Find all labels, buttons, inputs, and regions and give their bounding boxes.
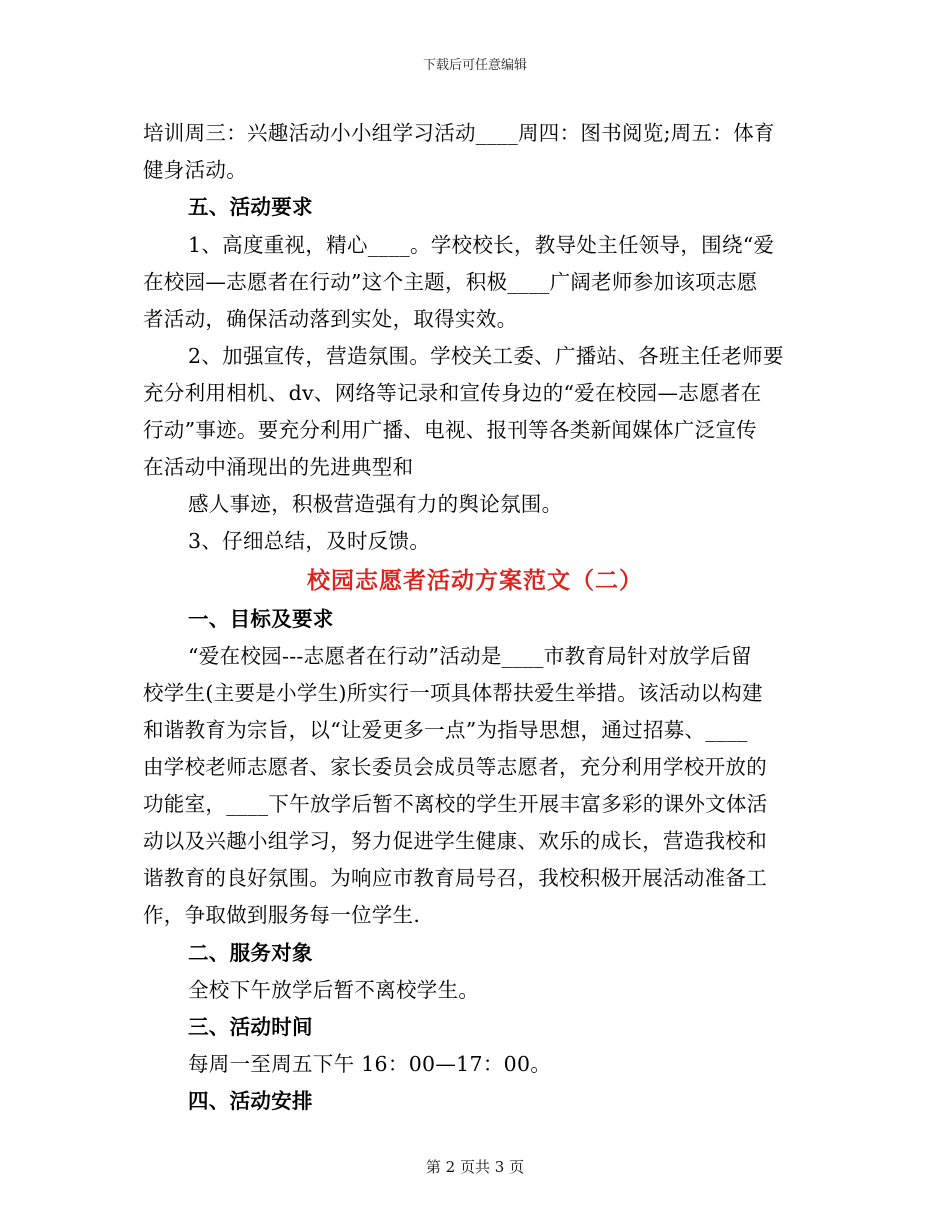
heading-activity-time: 三、活动时间	[188, 1015, 313, 1039]
heading-service-target: 二、服务对象	[188, 941, 313, 965]
body-line: 作，争取做到服务每一位学生.	[143, 903, 421, 927]
page-header: 下载后可任意编辑	[422, 58, 527, 73]
heading-activity-requirements: 五、活动要求	[188, 195, 313, 219]
body-line: 行动”事迹。要充分利用广播、电视、报刊等各类新闻媒体广泛宣传	[143, 418, 757, 442]
body-line: 培训周三：兴趣活动小小组学习活动____周四：图书阅览;周五：体育	[143, 121, 775, 145]
heading-activity-arrangement: 四、活动安排	[188, 1089, 313, 1113]
body-line: 谐教育的良好氛围。为响应市教育局号召，我校积极开展活动准备工	[143, 866, 767, 890]
body-line: 充分利用相机、dv、网络等记录和宣传身边的“爱在校园—志愿者在	[143, 381, 762, 405]
body-line: 在活动中涌现出的先进典型和	[143, 455, 414, 479]
page-footer: 第 2 页共 3 页	[425, 1158, 525, 1176]
body-line: 和谐教育为宗旨，以“让爱更多一点”为指导思想，通过招募、____	[143, 718, 748, 742]
heading-goals: 一、目标及要求	[188, 607, 334, 631]
body-line: “爱在校园---志愿者在行动”活动是____市教育局针对放学后留	[188, 644, 752, 668]
body-line: 感人事迹，积极营造强有力的舆论氛围。	[188, 492, 563, 516]
body-line: 全校下午放学后暂不离校学生。	[188, 978, 480, 1002]
body-line: 每周一至周五下午 16：00—17：00。	[188, 1052, 552, 1076]
section-title: 校园志愿者活动方案范文（二）	[307, 567, 643, 594]
body-line: 动以及兴趣小组学习，努力促进学生健康、欢乐的成长，营造我校和	[143, 829, 767, 853]
body-line: 由学校老师志愿者、家长委员会成员等志愿者，充分利用学校开放的	[143, 755, 767, 779]
body-line: 在校园—志愿者在行动”这个主题，积极____广阔老师参加该项志愿	[143, 270, 758, 294]
body-line: 校学生(主要是小学生)所实行一项具体帮扶爱生举措。该活动以构建	[143, 681, 763, 705]
body-line: 3、仔细总结，及时反馈。	[188, 529, 431, 553]
body-line: 功能室，____下午放学后暂不离校的学生开展丰富多彩的课外文体活	[143, 792, 768, 816]
body-line: 2、加强宣传，营造氛围。学校关工委、广播站、各班主任老师要	[188, 344, 784, 368]
body-line: 者活动，确保活动落到实处，取得实效。	[143, 307, 518, 331]
body-line: 1、高度重视，精心____。学校校长，教导处主任领导，围绕“爱	[188, 233, 775, 257]
body-line: 健身活动。	[143, 158, 247, 182]
